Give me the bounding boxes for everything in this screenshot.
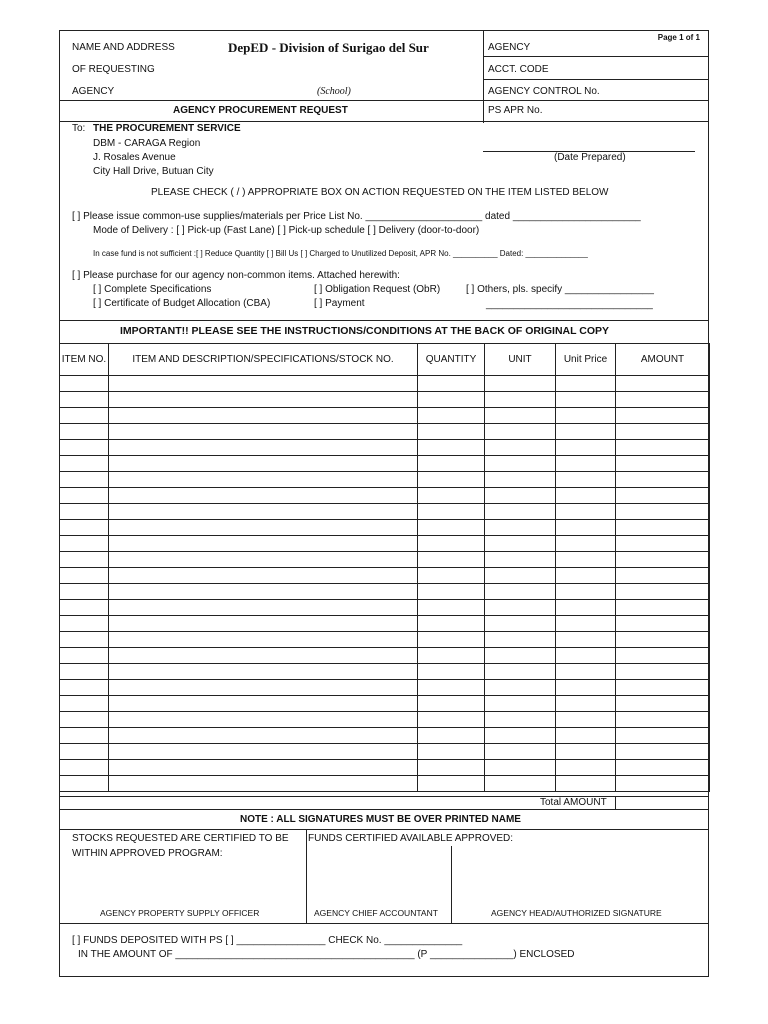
table-cell — [418, 568, 485, 584]
table-cell — [616, 392, 710, 408]
table-cell — [485, 504, 556, 520]
table-cell — [109, 440, 418, 456]
table-cell — [556, 536, 616, 552]
table-cell — [418, 504, 485, 520]
table-cell — [60, 392, 109, 408]
table-cell — [556, 456, 616, 472]
table-cell — [109, 648, 418, 664]
table-cell — [418, 728, 485, 744]
table-cell — [616, 648, 710, 664]
table-row — [60, 616, 710, 632]
name-address-label: NAME AND ADDRESS — [72, 42, 175, 53]
table-cell — [60, 440, 109, 456]
table-cell — [418, 440, 485, 456]
table-cell — [485, 696, 556, 712]
col-description: ITEM AND DESCRIPTION/SPECIFICATIONS/STOCK NO. — [109, 344, 418, 376]
table-row — [60, 392, 710, 408]
table-cell — [60, 664, 109, 680]
table-cell — [109, 632, 418, 648]
table-cell — [60, 760, 109, 776]
table-cell — [418, 712, 485, 728]
table-cell — [556, 488, 616, 504]
table-row — [60, 472, 710, 488]
table-cell — [60, 536, 109, 552]
table-row — [60, 632, 710, 648]
header-rule — [59, 100, 709, 101]
table-row — [60, 424, 710, 440]
table-cell — [556, 696, 616, 712]
recipient-line-3: City Hall Drive, Butuan City — [93, 166, 214, 177]
cba-option: [ ] Certificate of Budget Allocation (CBA) — [93, 298, 271, 309]
table-cell — [418, 376, 485, 392]
table-cell — [485, 472, 556, 488]
table-cell — [485, 744, 556, 760]
please-check-instruction: PLEASE CHECK ( / ) APPROPRIATE BOX ON ACTION REQUESTED ON THE ITEM LISTED BELOW — [151, 187, 609, 198]
fund-insufficient-options: In case fund is not sufficient :[ ] Reduce Quantity [ ] Bill Us [ ] Charged to Unutilized Deposit, APR No. __________ Dated: ______________ — [93, 249, 588, 258]
chief-accountant-signature: AGENCY CHIEF ACCOUNTANT — [314, 908, 438, 918]
table-cell — [109, 520, 418, 536]
table-cell — [418, 648, 485, 664]
table-row — [60, 600, 710, 616]
funds-deposited-line: [ ] FUNDS DEPOSITED WITH PS [ ] ________________ CHECK No. ______________ — [72, 935, 463, 946]
purchase-noncommon-option: [ ] Please purchase for our agency non-common items. Attached herewith: — [72, 270, 400, 281]
table-cell — [60, 424, 109, 440]
table-cell — [556, 632, 616, 648]
table-cell — [616, 456, 710, 472]
table-cell — [556, 504, 616, 520]
funds-certified-label: FUNDS CERTIFIED AVAILABLE APPROVED: — [308, 833, 514, 844]
mode-of-delivery-options: Mode of Delivery : [ ] Pick-up (Fast Lane) [ ] Pick-up schedule [ ] Delivery (door-to-door) — [93, 225, 480, 236]
form-title: AGENCY PROCUREMENT REQUEST — [173, 105, 348, 116]
table-cell — [418, 408, 485, 424]
table-cell — [485, 648, 556, 664]
table-cell — [418, 696, 485, 712]
table-cell — [485, 456, 556, 472]
table-cell — [556, 616, 616, 632]
total-rule — [59, 796, 709, 797]
table-cell — [485, 376, 556, 392]
table-cell — [109, 392, 418, 408]
table-cell — [60, 376, 109, 392]
table-cell — [485, 392, 556, 408]
right-agency-label: AGENCY — [488, 42, 531, 53]
table-row — [60, 712, 710, 728]
table-cell — [109, 680, 418, 696]
table-cell — [616, 600, 710, 616]
others-specify-option: [ ] Others, pls. specify ________________ — [466, 284, 654, 295]
table-cell — [418, 552, 485, 568]
table-row — [60, 760, 710, 776]
table-cell — [616, 776, 710, 792]
table-cell — [485, 600, 556, 616]
table-row — [60, 488, 710, 504]
col-unit: UNIT — [485, 344, 556, 376]
total-divider — [615, 796, 616, 809]
table-cell — [616, 488, 710, 504]
agency-label: AGENCY — [72, 86, 115, 97]
table-cell — [616, 568, 710, 584]
table-cell — [485, 664, 556, 680]
table-cell — [485, 536, 556, 552]
table-cell — [109, 568, 418, 584]
table-cell — [109, 536, 418, 552]
table-cell — [418, 488, 485, 504]
division-title: DepED - Division of Surigao del Sur — [228, 40, 429, 55]
table-cell — [109, 584, 418, 600]
table-row — [60, 408, 710, 424]
table-cell — [109, 616, 418, 632]
table-row — [60, 664, 710, 680]
complete-specs-option: [ ] Complete Specifications — [93, 284, 212, 295]
table-cell — [60, 456, 109, 472]
table-cell — [616, 744, 710, 760]
table-cell — [616, 760, 710, 776]
table-cell — [109, 376, 418, 392]
table-header-row — [60, 344, 710, 376]
table-cell — [556, 664, 616, 680]
table-cell — [616, 536, 710, 552]
table-cell — [485, 408, 556, 424]
table-cell — [485, 728, 556, 744]
table-cell — [418, 584, 485, 600]
table-cell — [616, 376, 710, 392]
table-cell — [60, 680, 109, 696]
table-cell — [556, 440, 616, 456]
table-cell — [418, 600, 485, 616]
table-cell — [418, 616, 485, 632]
table-cell — [109, 744, 418, 760]
table-cell — [556, 568, 616, 584]
table-cell — [616, 712, 710, 728]
table-cell — [485, 680, 556, 696]
amount-enclosed-line: IN THE AMOUNT OF ___________________________________________ (P _______________) ENCLOSED — [78, 949, 575, 960]
table-cell — [616, 680, 710, 696]
table-cell — [556, 680, 616, 696]
table-cell — [109, 664, 418, 680]
table-cell — [556, 424, 616, 440]
stocks-certified-line-2: WITHIN APPROVED PROGRAM: — [72, 848, 223, 859]
table-cell — [556, 744, 616, 760]
table-cell — [556, 392, 616, 408]
table-cell — [60, 600, 109, 616]
table-cell — [60, 648, 109, 664]
table-cell — [60, 488, 109, 504]
table-cell — [556, 776, 616, 792]
table-cell — [109, 408, 418, 424]
table-cell — [60, 632, 109, 648]
table-cell — [418, 744, 485, 760]
table-cell — [60, 504, 109, 520]
table-row — [60, 696, 710, 712]
table-row — [60, 776, 710, 792]
table-cell — [616, 408, 710, 424]
footer-rule — [59, 923, 709, 924]
table-cell — [485, 520, 556, 536]
table-cell — [485, 760, 556, 776]
date-prepared-label: (Date Prepared) — [554, 152, 626, 163]
table-cell — [109, 600, 418, 616]
payment-blank-line: ______________________________ — [486, 299, 653, 310]
col-unit-price: Unit Price — [556, 344, 616, 376]
table-row — [60, 680, 710, 696]
table-cell — [418, 760, 485, 776]
table-cell — [616, 520, 710, 536]
signature-note: NOTE : ALL SIGNATURES MUST BE OVER PRINTED NAME — [240, 814, 521, 825]
school-label: (School) — [317, 86, 351, 97]
table-cell — [556, 376, 616, 392]
table-cell — [556, 520, 616, 536]
table-cell — [616, 616, 710, 632]
signature-divider — [306, 829, 307, 923]
table-cell — [616, 504, 710, 520]
stocks-certified-line-1: STOCKS REQUESTED ARE CERTIFIED TO BE — [72, 833, 289, 844]
table-cell — [60, 552, 109, 568]
table-row — [60, 456, 710, 472]
important-notice: IMPORTANT!! PLEASE SEE THE INSTRUCTIONS/CONDITIONS AT THE BACK OF ORIGINAL COPY — [120, 325, 610, 337]
table-cell — [556, 600, 616, 616]
col-quantity: QUANTITY — [418, 344, 485, 376]
signature-divider — [451, 846, 452, 923]
table-cell — [556, 760, 616, 776]
table-cell — [60, 744, 109, 760]
table-cell — [418, 664, 485, 680]
table-cell — [556, 552, 616, 568]
table-cell — [556, 648, 616, 664]
table-cell — [60, 584, 109, 600]
table-cell — [485, 440, 556, 456]
table-cell — [109, 728, 418, 744]
table-cell — [60, 712, 109, 728]
table-row — [60, 376, 710, 392]
table-row — [60, 440, 710, 456]
table-cell — [616, 664, 710, 680]
to-label: To: — [72, 123, 86, 134]
table-row — [60, 552, 710, 568]
table-cell — [556, 712, 616, 728]
signature-rule — [59, 829, 709, 830]
table-cell — [616, 584, 710, 600]
recipient-name: THE PROCUREMENT SERVICE — [93, 123, 241, 134]
total-amount-label: Total AMOUNT — [540, 797, 607, 808]
table-cell — [616, 424, 710, 440]
table-row — [60, 648, 710, 664]
table-cell — [616, 552, 710, 568]
table-cell — [485, 568, 556, 584]
table-cell — [109, 712, 418, 728]
table-row — [60, 504, 710, 520]
table-cell — [418, 776, 485, 792]
header-rule — [483, 56, 709, 57]
table-cell — [556, 408, 616, 424]
table-cell — [60, 696, 109, 712]
table-cell — [616, 472, 710, 488]
table-cell — [109, 472, 418, 488]
table-cell — [616, 728, 710, 744]
table-row — [60, 728, 710, 744]
table-cell — [60, 776, 109, 792]
table-cell — [485, 632, 556, 648]
supply-officer-signature: AGENCY PROPERTY SUPPLY OFFICER — [100, 908, 260, 918]
table-cell — [418, 536, 485, 552]
table-cell — [60, 728, 109, 744]
agency-head-signature: AGENCY HEAD/AUTHORIZED SIGNATURE — [491, 908, 662, 918]
table-cell — [418, 632, 485, 648]
table-cell — [418, 520, 485, 536]
recipient-line-2: J. Rosales Avenue — [93, 152, 176, 163]
table-cell — [485, 424, 556, 440]
issue-supplies-option: [ ] Please issue common-use supplies/materials per Price List No. _____________________ dated _______________________ — [72, 211, 641, 222]
table-cell — [418, 456, 485, 472]
table-row — [60, 536, 710, 552]
table-cell — [616, 632, 710, 648]
obligation-request-option: [ ] Obligation Request (ObR) — [314, 284, 441, 295]
table-cell — [616, 696, 710, 712]
notice-rule — [59, 320, 709, 321]
table-cell — [485, 712, 556, 728]
header-rule — [59, 121, 709, 122]
table-cell — [109, 552, 418, 568]
items-table — [59, 343, 710, 792]
table-cell — [418, 472, 485, 488]
recipient-line-1: DBM - CARAGA Region — [93, 138, 201, 149]
table-row — [60, 744, 710, 760]
payment-option: [ ] Payment — [314, 298, 365, 309]
table-cell — [109, 776, 418, 792]
table-row — [60, 520, 710, 536]
table-cell — [60, 616, 109, 632]
table-cell — [109, 760, 418, 776]
table-row — [60, 568, 710, 584]
of-requesting-label: OF REQUESTING — [72, 64, 155, 75]
table-cell — [60, 472, 109, 488]
page-indicator: Page 1 of 1 — [657, 33, 700, 42]
header-divider — [483, 30, 484, 123]
col-item-no: ITEM NO. — [60, 344, 109, 376]
table-cell — [485, 488, 556, 504]
table-cell — [556, 728, 616, 744]
table-cell — [418, 392, 485, 408]
col-amount: AMOUNT — [616, 344, 710, 376]
table-cell — [109, 424, 418, 440]
table-row — [60, 584, 710, 600]
table-cell — [109, 696, 418, 712]
table-cell — [485, 776, 556, 792]
table-cell — [60, 408, 109, 424]
table-cell — [60, 568, 109, 584]
agency-control-no-label: AGENCY CONTROL No. — [488, 86, 600, 97]
acct-code-label: ACCT. CODE — [488, 64, 549, 75]
note-rule — [59, 809, 709, 810]
header-rule — [483, 79, 709, 80]
table-cell — [418, 424, 485, 440]
table-cell — [485, 552, 556, 568]
table-cell — [418, 680, 485, 696]
table-cell — [556, 472, 616, 488]
table-cell — [109, 456, 418, 472]
table-cell — [485, 616, 556, 632]
table-cell — [616, 440, 710, 456]
ps-apr-no-label: PS APR No. — [488, 105, 543, 116]
table-cell — [60, 520, 109, 536]
table-cell — [109, 504, 418, 520]
table-cell — [485, 584, 556, 600]
table-cell — [556, 584, 616, 600]
table-cell — [109, 488, 418, 504]
